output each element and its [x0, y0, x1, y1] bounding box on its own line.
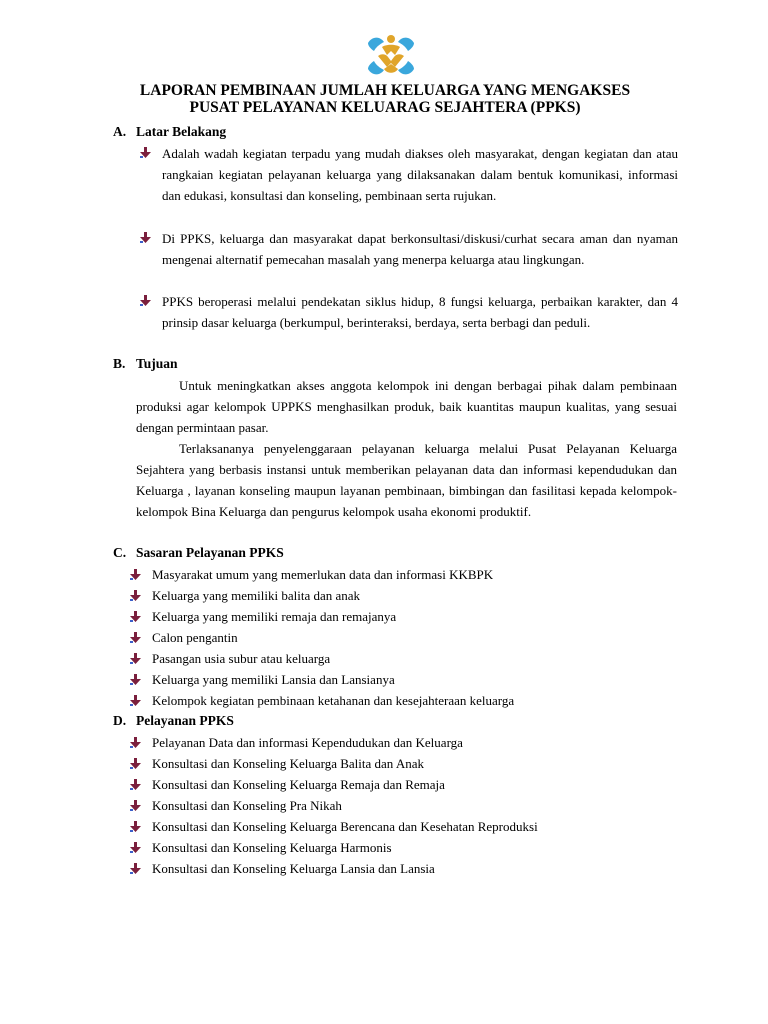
down-arrow-bullet-icon [130, 863, 141, 874]
list-item [130, 627, 690, 648]
list-item [130, 585, 690, 606]
list-item [140, 291, 678, 333]
list-item [130, 732, 690, 753]
list-item [130, 774, 690, 795]
document-title-line-2: PUSAT PELAYANAN KELUARAG SEJAHTERA (PPKS) [189, 99, 581, 116]
bullet-text: Adalah wadah kegiatan terpadu yang mudah diakses oleh masyarakat, dengan kegiatan dan atau rangkaian kegiatan pelayanan keluarga yang dilaksanakan dalam bentuk komunikasi, informasi dan edukasi, konsultasi dan konseling, pembinaan serta rujukan. [162, 146, 678, 203]
list-item-text: Konsultasi dan Konseling Keluarga Balita dan Anak [152, 756, 424, 771]
down-arrow-bullet-icon [130, 737, 141, 748]
down-arrow-bullet-icon [130, 842, 141, 853]
list-item [130, 690, 690, 711]
list-item [130, 648, 690, 669]
down-arrow-bullet-icon [130, 674, 141, 685]
down-arrow-bullet-icon [130, 800, 141, 811]
down-arrow-bullet-icon [130, 632, 141, 643]
down-arrow-bullet-icon [130, 695, 141, 706]
list-item [130, 606, 690, 627]
paragraph: Terlaksananya penyelenggaraan pelayanan keluarga melalui Pusat Pelayanan Keluarga Sejahtera yang berbasis instansi untuk memberikan pelayanan data dan informasi kependudukan dan Keluarga , layanan konseling maupun layanan pembinaan, bimbingan dan fasilitasi kepada kelompok-kelompok Bina Keluarga dan pengurus kelompok usaha ekonomi produktif. [136, 441, 677, 519]
section-title: Tujuan [136, 356, 178, 371]
section-title: Latar Belakang [136, 124, 227, 139]
document-title-line-1: LAPORAN PEMBINAAN JUMLAH KELUARGA YANG MENGAKSES [139, 82, 631, 99]
section-letter: A. [113, 124, 127, 139]
list-item [130, 564, 690, 585]
list-item [130, 837, 690, 858]
list-item [140, 143, 678, 206]
down-arrow-bullet-icon [130, 779, 141, 790]
list-item [130, 816, 690, 837]
list-item-text: Keluarga yang memiliki balita dan anak [152, 588, 361, 603]
section-b-heading [113, 356, 178, 372]
list-item [140, 228, 678, 270]
bullet-text: Di PPKS, keluarga dan masyarakat dapat berkonsultasi/diskusi/curhat secara aman dan nyaman mengenai alternatif pemecahan masalah yang menerpa keluarga atau lingkungan. [162, 231, 678, 267]
list-item [130, 858, 690, 879]
list-item-text: Konsultasi dan Konseling Keluarga Remaja dan Remaja [152, 777, 445, 792]
list-item-text: Konsultasi dan Konseling Keluarga Lansia dan Lansia [152, 861, 435, 876]
list-item-text: Masyarakat umum yang memerlukan data dan informasi KKBPK [152, 567, 494, 582]
list-item [130, 795, 690, 816]
down-arrow-bullet-icon [130, 569, 141, 580]
list-item-text: Konsultasi dan Konseling Keluarga Harmonis [152, 840, 392, 855]
down-arrow-bullet-icon [140, 232, 151, 243]
section-d-heading [113, 713, 234, 729]
list-item-text: Keluarga yang memiliki remaja dan remajanya [152, 609, 397, 624]
pelayanan-list [130, 732, 690, 879]
down-arrow-bullet-icon [140, 295, 151, 306]
sasaran-list [130, 564, 690, 711]
list-item-text: Konsultasi dan Konseling Keluarga Berencana dan Kesehatan Reproduksi [152, 819, 538, 834]
list-item-text: Kelompok kegiatan pembinaan ketahanan dan kesejahteraan keluarga [152, 693, 515, 708]
section-a-heading [113, 124, 226, 140]
list-item-text: Pasangan usia subur atau keluarga [152, 651, 331, 666]
list-item-text: Pelayanan Data dan informasi Kependudukan dan Keluarga [152, 735, 463, 750]
down-arrow-bullet-icon [140, 147, 151, 158]
list-item-text: Keluarga yang memiliki Lansia dan Lansianya [152, 672, 395, 687]
list-item-text: Calon pengantin [152, 630, 238, 645]
family-logo-icon [362, 33, 420, 79]
section-letter: C. [113, 545, 127, 560]
down-arrow-bullet-icon [130, 611, 141, 622]
section-title: Pelayanan PPKS [136, 713, 234, 728]
list-item-text: Konsultasi dan Konseling Pra Nikah [152, 798, 342, 813]
down-arrow-bullet-icon [130, 758, 141, 769]
section-c-heading [113, 545, 284, 561]
down-arrow-bullet-icon [130, 653, 141, 664]
paragraph: Untuk meningkatkan akses anggota kelompok ini dengan berbagai pihak dalam pembinaan produksi agar kelompok UPPKS menghasilkan produk, baik kuantitas maupun kualitas, yang sesuai dengan permintaan pasar. [136, 378, 677, 435]
list-item [130, 669, 690, 690]
down-arrow-bullet-icon [130, 821, 141, 832]
section-title: Sasaran Pelayanan PPKS [136, 545, 284, 560]
list-item [130, 753, 690, 774]
down-arrow-bullet-icon [130, 590, 141, 601]
section-letter: B. [113, 356, 126, 371]
section-letter: D. [113, 713, 127, 728]
bullet-text: PPKS beroperasi melalui pendekatan siklus hidup, 8 fungsi keluarga, perbaikan karakter, dan 4 prinsip dasar keluarga (berkumpul, berinteraksi, berdaya, serta berbagi dan peduli. [162, 294, 678, 330]
